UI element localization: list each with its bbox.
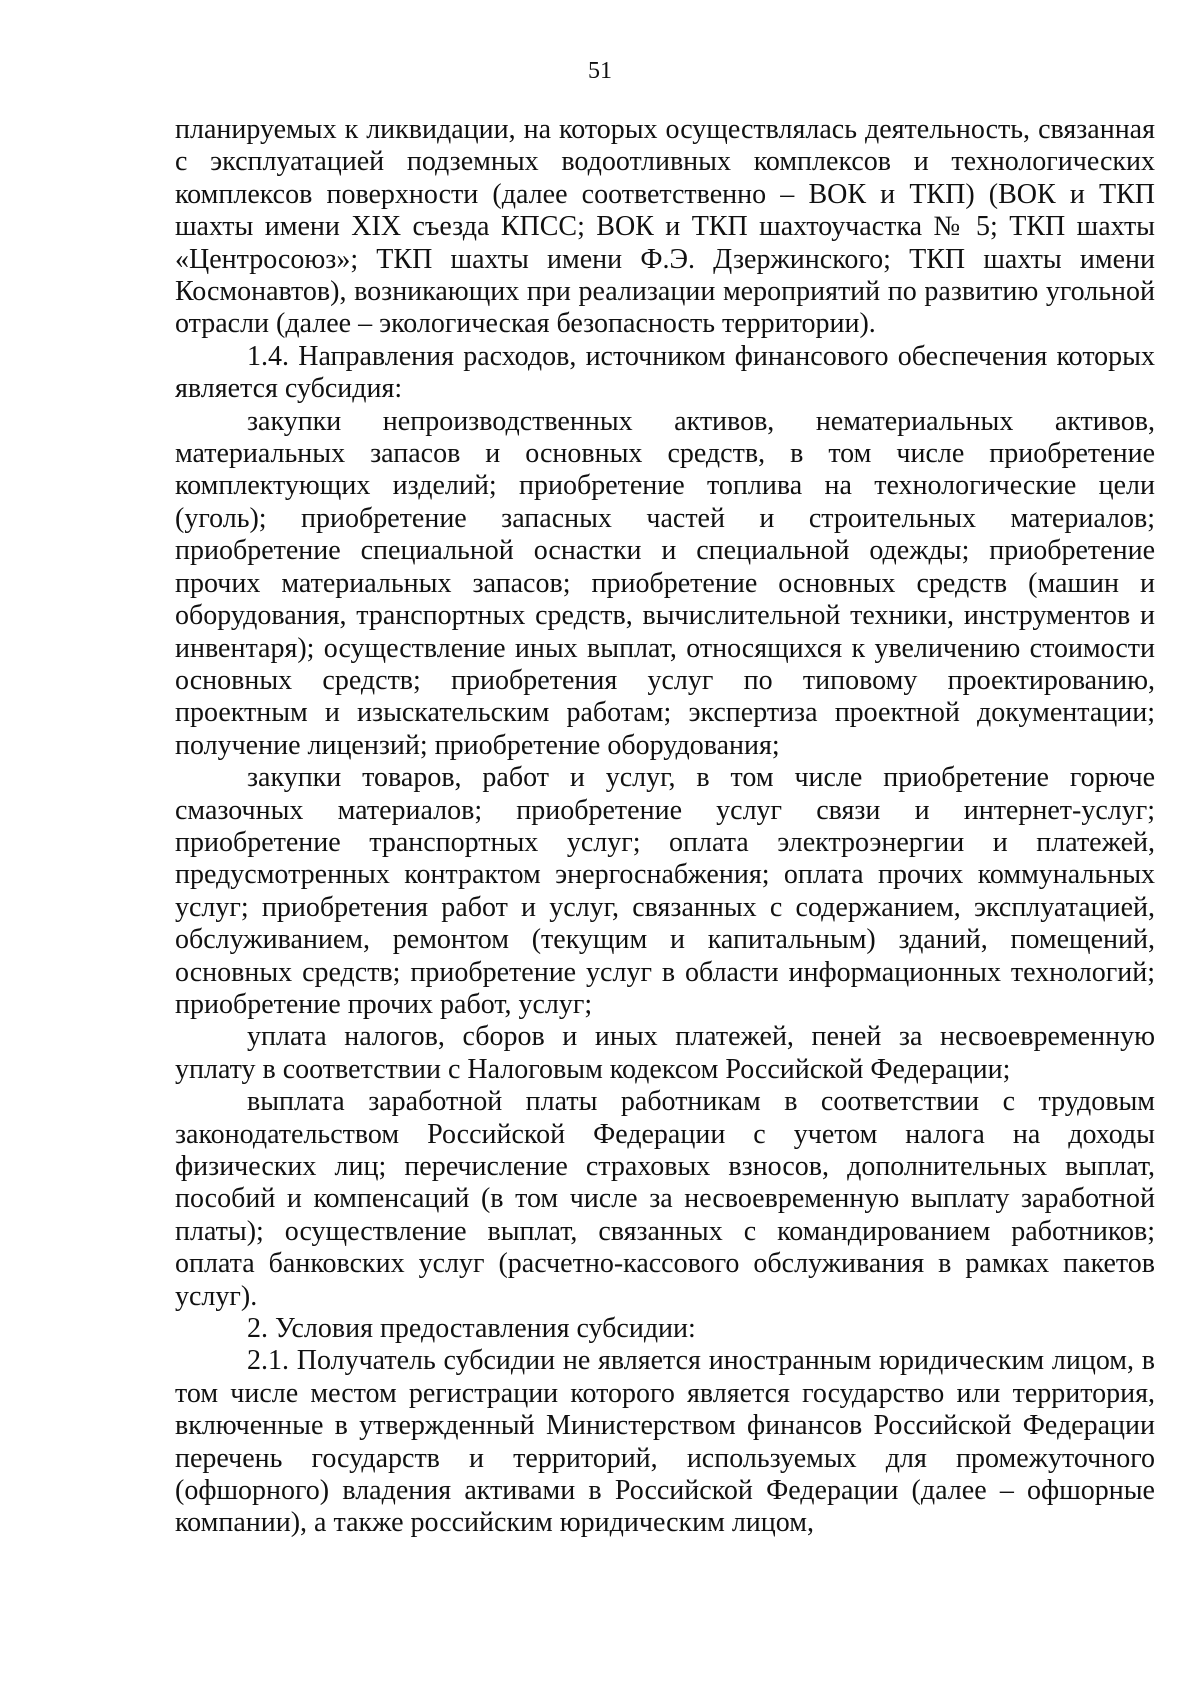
page-number: 51 [588, 58, 612, 84]
paragraph-non-produced-assets: закупки непроизводственных активов, нематериальных активов, материальных запасов и основных средств, в том числе приобретение комплектующих изделий; приобретение топлива на технологические цели (уголь); приобретение запасных частей и строительных материалов; приобретение специальной оснастки и специальной одежды; приобретение прочих материальных запасов; приобретение основных средств (машин и оборудования, транспортных средств, вычислительной техники, инструментов и инвентаря); осуществление иных выплат, относящихся к увеличению стоимости основных средств; приобретения услуг по типовому проектированию, проектным и изыскательским работам; экспертиза проектной документации; получение лицензий; приобретение оборудования; [175, 405, 1155, 761]
paragraph-1-4-heading: 1.4. Направления расходов, источником финансового обеспечения которых является субсидия: [175, 340, 1155, 405]
paragraph-continuation: планируемых к ликвидации, на которых осуществлялась деятельность, связанная с эксплуатацией подземных водоотливных комплексов и технологических комплексов поверхности (далее соответственно – ВОК и ТКП) (ВОК и ТКП шахты имени XIX съезда КПСС; ВОК и ТКП шахтоучастка № 5; ТКП шахты «Центросоюз»; ТКП шахты имени Ф.Э. Дзержинского; ТКП шахты имени Космонавтов), возникающих при реализации мероприятий по развитию угольной отрасли (далее – экологическая безопасность территории). [175, 114, 1155, 340]
paragraph-taxes: уплата налогов, сборов и иных платежей, пеней за несвоевременную уплату в соответствии с Налоговым кодексом Российской Федерации; [175, 1021, 1155, 1085]
paragraph-2-1: 2.1. Получатель субсидии не является иностранным юридическим лицом, в том числе местом регистрации которого является государство или территория, включенные в утвержденный Министерством финансов Российской Федерации перечень государств и территорий, используемых для промежуточного (офшорного) владения активами в Российской Федерации (далее – офшорные компании), а также российским юридическим лицом, [175, 1345, 1155, 1539]
paragraph-goods-works-services: закупки товаров, работ и услуг, в том числе приобретение горюче смазочных материалов; приобретение услуг связи и интернет-услуг; приобретение транспортных услуг; оплата электроэнергии и платежей, предусмотренных контрактом энергоснабжения; оплата прочих коммунальных услуг; приобретения работ и услуг, связанных с содержанием, эксплуатацией, обслуживанием, ремонтом (текущим и капитальным) зданий, помещений, основных средств; приобретение услуг в области информационных технологий; приобретение прочих работ, услуг; [175, 762, 1155, 1020]
document-body [175, 114, 1155, 1540]
paragraph-salaries: выплата заработной платы работникам в соответствии с трудовым законодательством Российской Федерации с учетом налога на доходы физических лиц; перечисление страховых взносов, дополнительных выплат, пособий и компенсаций (в том числе за несвоевременную выплату заработной платы); осуществление выплат, связанных с командированием работников; оплата банковских услуг (расчетно-кассового обслуживания в рамках пакетов услуг). [175, 1086, 1155, 1312]
section-2-heading: 2. Условия предоставления субсидии: [247, 1313, 696, 1345]
